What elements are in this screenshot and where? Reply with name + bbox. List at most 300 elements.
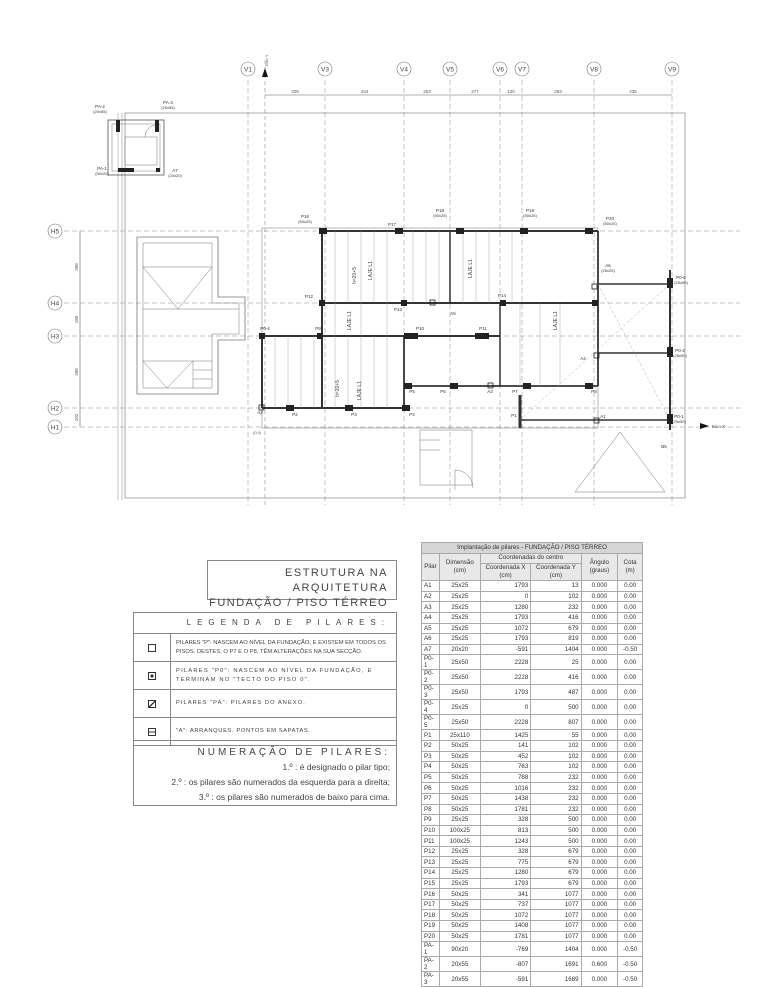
svg-text:PA-3: PA-3 [163,100,173,105]
table-cell: -807 [480,957,530,972]
table-cell: 0.000 [581,685,618,700]
svg-text:(50x25): (50x25) [298,219,312,224]
svg-text:P2: P2 [292,412,298,417]
table-cell: 0.00 [618,591,643,602]
table-cell: P7 [422,793,440,804]
table-cell: 0.000 [581,623,618,634]
pillar-implantation-table [421,542,643,987]
svg-text:h=20+5: h=20+5 [335,380,341,397]
table-cell: P12 [422,846,440,857]
table-cell: P13 [422,857,440,868]
table-cell: 50x25 [439,910,480,921]
svg-text:LAJE L1: LAJE L1 [368,261,374,280]
table-cell: 788 [480,772,530,783]
legend-item [134,634,396,662]
svg-text:H4: H4 [50,300,60,308]
svg-text:P8: P8 [591,389,597,394]
slash-square-icon [148,700,156,708]
svg-text:H2: H2 [50,405,60,413]
table-cell: 813 [480,825,530,836]
svg-text:(20x20): (20x20) [168,173,182,178]
numbering-rule: 2.º : os pilares são numerados da esquerda para a direita; [171,777,390,787]
svg-text:V8: V8 [590,66,598,74]
table-cell: 25x25 [439,846,480,857]
legend-item-text: PILARES "P0": NASCEM AO NÍVEL DA FUNDAÇÃO, E TERMINAM NO "TECTO DO PISO 0". [176,667,373,683]
svg-text:180: 180 [74,315,79,324]
svg-text:V1: V1 [244,66,252,74]
svg-text:(25x50): (25x50) [672,419,686,424]
svg-text:P11: P11 [479,326,487,331]
table-cell: 25x25 [439,623,480,634]
table-cell: P0-4 [422,700,440,715]
table-cell: 1781 [480,804,530,815]
legend-item-text: "A": ARRANQUES. PONTOS EM SAPATAS. [176,728,311,734]
svg-text:(25x25): (25x25) [601,268,615,273]
numbering-rule: 3.º : os pilares são numerados de baixo para cima. [198,792,390,802]
table-cell: 0.00 [618,878,643,889]
table-cell: 25x50 [439,685,480,700]
table-cell: 0.000 [581,910,618,921]
table-cell: 1077 [531,889,581,900]
legend-item-text: PILARES "P": NASCEM AO NÍVEL DA FUNDAÇÃO, E EXISTEM EM TODOS OS PISOS. DESTES, O P7 E O P8, TÊM ALTERAÇÕES NA SUA SECÇÃO. [176,639,386,655]
table-cell: 25x25 [439,878,480,889]
table-cell: 232 [531,793,581,804]
svg-text:393: 393 [554,89,562,94]
svg-text:P14: P14 [497,293,507,298]
table-cell: 0.00 [618,612,643,623]
table-cell: 487 [531,685,581,700]
table-cell: 20x20 [439,644,480,655]
table-cell: 50x25 [439,740,480,751]
table-cell: 0.00 [618,921,643,932]
table-cell: 20x55 [439,972,480,987]
table-row [422,772,643,783]
svg-text:P13: P13 [393,307,403,312]
svg-text:A4: A4 [580,356,586,361]
table-cell: 1077 [531,931,581,942]
svg-text:435: 435 [629,89,637,94]
top-dimensions [291,89,637,94]
table-cell: 50x25 [439,931,480,942]
table-cell: 50x25 [439,921,480,932]
table-cell: 100x25 [439,836,480,847]
table-cell: 1793 [480,612,530,623]
table-cell: 0.000 [581,889,618,900]
table-row [422,942,643,957]
svg-text:(50x20): (50x20) [95,171,109,176]
table-cell: 1793 [480,581,530,592]
svg-text:P9: P9 [315,326,321,331]
table-cell: 0.00 [618,889,643,900]
svg-text:253: 253 [423,89,431,94]
table-cell: 50x25 [439,793,480,804]
table-row [422,793,643,804]
axis-x-arrow-icon [700,423,725,429]
left-dimensions [74,263,79,422]
table-cell: 1781 [480,931,530,942]
table-cell: 0.000 [581,793,618,804]
col-header-dimensao: Dimensão (cm) [439,553,480,581]
table-cell: 0.000 [581,921,618,932]
svg-text:P0-4: P0-4 [260,326,270,331]
table-cell: 0.000 [581,591,618,602]
svg-text:398: 398 [74,263,79,271]
table-cell: 328 [480,815,530,826]
legend-item [134,662,396,690]
table-cell: 50x25 [439,772,480,783]
horizontal-axis-lines [48,224,740,434]
svg-text:H5: H5 [50,228,60,236]
table-cell: 0.00 [618,700,643,715]
empty-square-icon [148,644,156,652]
table-cell: P2 [422,740,440,751]
table-cell: 0.000 [581,972,618,987]
svg-text:LAJE L1: LAJE L1 [553,311,559,330]
table-cell: 1072 [480,623,530,634]
svg-text:328: 328 [291,89,299,94]
table-cell: 0.00 [618,762,643,773]
table-cell: 0.000 [581,581,618,592]
table-cell: 1689 [531,972,581,987]
table-cell: 25x25 [439,868,480,879]
table-cell: 232 [531,783,581,794]
table-row [422,825,643,836]
svg-text:V9: V9 [668,66,676,74]
svg-text:P20: P20 [605,216,615,221]
table-body [422,581,643,987]
axis-y-arrow-icon [262,54,269,505]
table-cell: 2228 [480,655,530,670]
table-cell: 737 [480,899,530,910]
svg-text:H1: H1 [50,424,60,432]
table-row [422,612,643,623]
table-row [422,740,643,751]
table-row [422,957,643,972]
table-cell: -591 [480,972,530,987]
table-cell: 1425 [480,730,530,741]
svg-text:P19: P19 [525,208,535,213]
table-row [422,730,643,741]
table-cell: A6 [422,634,440,645]
table-cell: 0.00 [618,730,643,741]
table-row [422,857,643,868]
table-cell: P20 [422,931,440,942]
svg-text:P17: P17 [387,222,397,227]
table-cell: 0 [480,591,530,602]
svg-text:398: 398 [74,368,79,376]
table-cell: 416 [531,612,581,623]
table-cell: 0.000 [581,804,618,815]
table-cell: PA-2 [422,957,440,972]
svg-text:Eixo Y: Eixo Y [264,54,269,66]
svg-text:A2: A2 [257,410,263,415]
table-row [422,931,643,942]
svg-text:LAJE L1: LAJE L1 [357,381,363,400]
table-row [422,910,643,921]
table-cell: 25x25 [439,857,480,868]
svg-text:P12: P12 [304,294,314,299]
table-cell: 1077 [531,899,581,910]
table-row [422,815,643,826]
table-cell: 775 [480,857,530,868]
table-cell: 0.00 [618,670,643,685]
table-cell: 1404 [531,942,581,957]
table-row [422,623,643,634]
table-cell: 102 [531,591,581,602]
svg-text:V6: V6 [496,66,504,74]
col-header-angulo: Ângulo (graus) [581,553,618,581]
svg-text:120: 120 [507,89,515,94]
table-cell: 100x25 [439,825,480,836]
pillar-numbering-box [133,740,397,806]
table-cell: 25x110 [439,730,480,741]
table-row [422,972,643,987]
table-cell: 679 [531,868,581,879]
table-cell: 102 [531,740,581,751]
table-row [422,836,643,847]
slab-labels [335,259,559,400]
col-header-coord-y: Coordenada Y (cm) [531,564,581,581]
table-cell: 1243 [480,836,530,847]
svg-text:P0-5: P0-5 [676,275,686,280]
table-row [422,644,643,655]
svg-text:P4: P4 [409,412,415,417]
table-cell: P8 [422,804,440,815]
bar-square-icon [148,728,156,736]
table-cell: 0.000 [581,655,618,670]
table-row [422,670,643,685]
table-cell: PA-1 [422,942,440,957]
table-cell: A3 [422,602,440,613]
table-cell: 0.000 [581,740,618,751]
svg-text:P5: P5 [409,389,415,394]
col-header-pilar: Pilar [422,553,440,581]
table-cell: 679 [531,846,581,857]
tank-structure [137,237,245,394]
table-cell: 0.000 [581,836,618,847]
table-cell: 90x20 [439,942,480,957]
table-cell: P15 [422,878,440,889]
table-cell: 25x25 [439,602,480,613]
svg-text:P7: P7 [512,389,518,394]
table-cell: 1793 [480,685,530,700]
table-cell: 0.000 [581,931,618,942]
table-cell: 0.00 [618,868,643,879]
annex-building [108,120,164,175]
table-cell: 679 [531,623,581,634]
table-cell: 0.000 [581,857,618,868]
svg-text:(50x25): (50x25) [603,221,617,226]
svg-text:P10: P10 [415,326,425,331]
table-row [422,846,643,857]
legend-heading: LEGENDA DE PILARES: [134,613,396,634]
table-cell: -0.50 [618,942,643,957]
ramp-triangle [420,430,665,492]
table-row [422,751,643,762]
table-cell: 0 [480,700,530,715]
table-cell: PA-3 [422,972,440,987]
table-cell: P14 [422,868,440,879]
table-row [422,634,643,645]
arranque-markers [259,284,599,423]
numbering-heading: NUMERAÇÃO DE PILARES: [197,747,390,758]
table-cell: 0.00 [618,793,643,804]
svg-text:P18: P18 [435,208,445,213]
table-cell: 0.000 [581,868,618,879]
table-cell: P1 [422,730,440,741]
table-cell: -0.50 [618,972,643,987]
table-cell: 0.00 [618,740,643,751]
table-cell: 0.00 [618,836,643,847]
svg-text:(50x25): (50x25) [433,213,447,218]
table-cell: 0.000 [581,670,618,685]
table-cell: P4 [422,762,440,773]
table-cell: 25x25 [439,612,480,623]
table-cell: P18 [422,910,440,921]
table-cell: 0.000 [581,762,618,773]
table-row [422,715,643,730]
table-cell: -0.50 [618,644,643,655]
table-cell: A4 [422,612,440,623]
table-cell: P0-2 [422,670,440,685]
table-cell: 141 [480,740,530,751]
table-row [422,878,643,889]
table-cell: A2 [422,591,440,602]
table-cell: 55 [531,730,581,741]
table-cell: 102 [531,762,581,773]
table-cell: 0.00 [618,804,643,815]
table-row [422,899,643,910]
slab-joists [275,231,560,408]
table-cell: 0.000 [581,825,618,836]
svg-text:P0-2: P0-2 [675,348,685,353]
table-cell: 500 [531,825,581,836]
table-cell: 500 [531,700,581,715]
table-cell: P0-1 [422,655,440,670]
table-cell: 25x25 [439,700,480,715]
table-cell: 328 [480,846,530,857]
table-cell: 0.00 [618,931,643,942]
table-cell: 50x25 [439,751,480,762]
svg-text:(25x50): (25x50) [674,280,688,285]
numbering-rule: 1.º : é designado o pilar tipo; [282,762,390,772]
table-cell: 1793 [480,878,530,889]
table-row [422,700,643,715]
svg-text:LAJE L1: LAJE L1 [347,311,353,330]
table-cell: P9 [422,815,440,826]
table-cell: 0.00 [618,825,643,836]
table-cell: 2228 [480,670,530,685]
svg-text:h=20+5: h=20+5 [352,267,358,284]
table-cell: -0.50 [618,957,643,972]
table-cell: 1438 [480,793,530,804]
table-cell: 1793 [480,634,530,645]
table-cell: 232 [531,602,581,613]
table-cell: 500 [531,836,581,847]
table-cell: 25x50 [439,655,480,670]
table-cell: 1077 [531,910,581,921]
table-cell: 0.000 [581,730,618,741]
table-cell: 25 [531,655,581,670]
col-header-coords: Coordenadas do centro [480,553,581,564]
table-cell: 50x25 [439,889,480,900]
svg-text:H3: H3 [50,333,60,341]
table-cell: 25x25 [439,591,480,602]
table-cell: 0.00 [618,846,643,857]
table-cell: 2228 [480,715,530,730]
table-cell: P11 [422,836,440,847]
svg-text:V3: V3 [321,66,329,74]
svg-text:434: 434 [360,89,369,94]
table-cell: 50x25 [439,762,480,773]
table-cell: 1072 [480,910,530,921]
table-cell: 50x25 [439,783,480,794]
table-cell: 1280 [480,602,530,613]
table-cell: 232 [531,804,581,815]
table-cell: 0.000 [581,846,618,857]
table-row [422,591,643,602]
svg-text:B5: B5 [661,444,667,449]
table-cell: 679 [531,878,581,889]
table-cell: 102 [531,751,581,762]
table-cell: 0.00 [618,715,643,730]
table-row [422,685,643,700]
table-cell: A7 [422,644,440,655]
table-row [422,889,643,900]
svg-text:A7: A7 [172,168,178,173]
table-cell: P6 [422,783,440,794]
table-cell: 500 [531,815,581,826]
svg-text:PA-1: PA-1 [97,166,107,171]
table-row [422,783,643,794]
table-cell: 0.00 [618,815,643,826]
table-cell: 1016 [480,783,530,794]
table-cell: 0.00 [618,857,643,868]
svg-text:A3: A3 [487,389,493,394]
title-line-2: FUNDAÇÃO / PISO TÉRREO [209,597,388,609]
table-cell: P19 [422,921,440,932]
table-cell: 0.00 [618,751,643,762]
table-cell: 763 [480,762,530,773]
table-cell: 0.000 [581,815,618,826]
table-cell: 0.000 [581,878,618,889]
table-cell: 25x25 [439,815,480,826]
table-cell: 0.00 [618,783,643,794]
table-cell: 0.00 [618,772,643,783]
table-cell: 0.00 [618,634,643,645]
svg-text:V5: V5 [446,66,454,74]
table-cell: 416 [531,670,581,685]
drawing-title-box [207,560,397,609]
pillar-tags [93,100,688,449]
table-cell: P17 [422,899,440,910]
table-cell: 13 [531,581,581,592]
table-cell: 0.00 [618,623,643,634]
svg-text:102: 102 [74,413,79,422]
table-cell: 0.00 [618,655,643,670]
svg-text:(0,0): (0,0) [253,430,262,435]
table-cell: 452 [480,751,530,762]
table-cell: P3 [422,751,440,762]
svg-text:Eixo X: Eixo X [712,424,726,429]
title-line-1: ESTRUTURA NA ARQUITETURA [285,567,388,594]
table-cell: A1 [422,581,440,592]
svg-text:LAJE L1: LAJE L1 [468,259,474,278]
svg-text:P3: P3 [351,412,357,417]
table-cell: 25x25 [439,634,480,645]
table-cell: 25x50 [439,715,480,730]
table-cell: -769 [480,942,530,957]
